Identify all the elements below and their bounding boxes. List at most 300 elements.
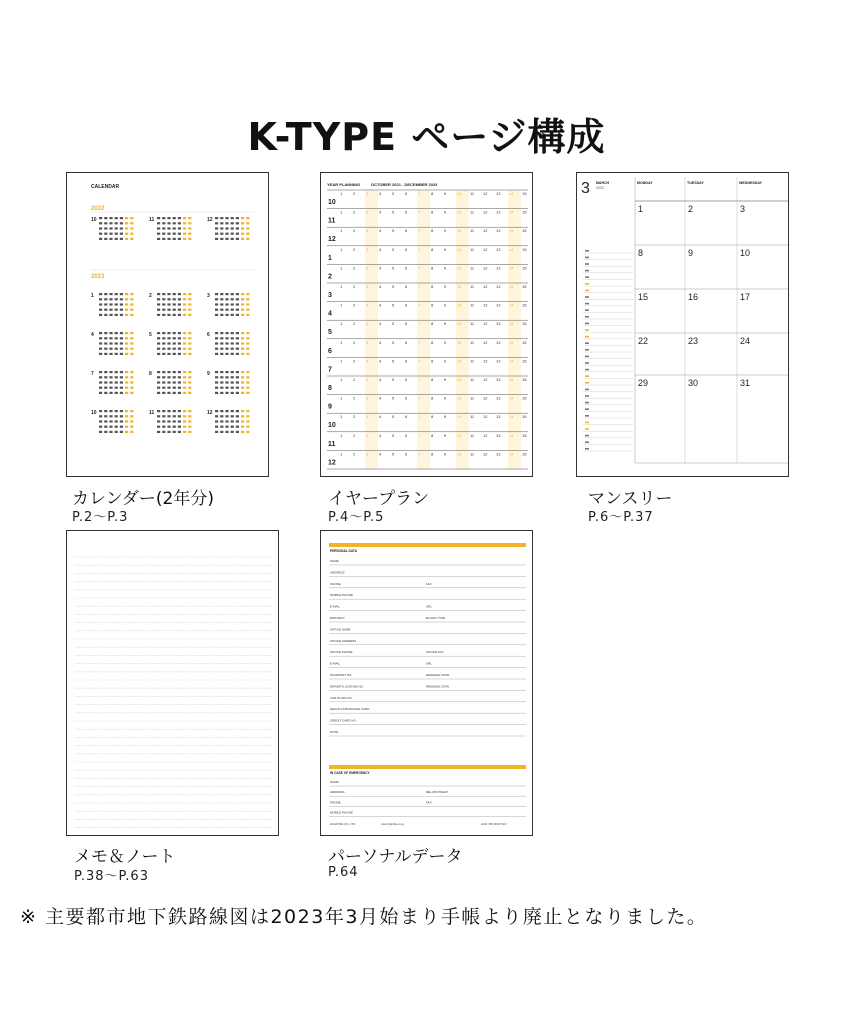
personal-field-label: PHONE xyxy=(330,581,341,586)
yearplan-day-number: 2 xyxy=(353,414,356,420)
yearplan-month-number: 6 xyxy=(328,347,332,355)
calendar-day-mark xyxy=(99,238,102,240)
daily-date-mark xyxy=(585,415,589,417)
emergency-field-label: MOBILE PHONE xyxy=(330,810,353,815)
yearplan-day-number: 5 xyxy=(392,432,395,438)
calendar-day-mark xyxy=(215,238,218,240)
daily-date-mark xyxy=(585,349,589,351)
yearplan-day-number: 7 xyxy=(418,432,421,438)
monthly-page-thumbnail xyxy=(576,172,789,477)
yearplan-day-number: 2 xyxy=(353,377,356,382)
calendar-day-mark xyxy=(188,426,191,428)
calendar-day-mark xyxy=(231,387,234,389)
calendar-day-mark xyxy=(183,387,186,389)
personal-field-label: E-MAIL xyxy=(330,604,341,609)
yearplan-day-number: 3 xyxy=(366,209,369,215)
calendar-day-mark xyxy=(120,342,123,344)
calendar-day-mark xyxy=(173,376,176,378)
calendar-day-mark xyxy=(225,222,228,224)
yearplan-day-number: 1 xyxy=(340,284,343,289)
calendar-month-number: 5 xyxy=(149,332,152,338)
calendar-day-mark xyxy=(178,371,181,373)
calendar-day-mark xyxy=(157,222,160,224)
calendar-day-mark xyxy=(109,337,112,339)
emergency-field-label: NAME xyxy=(330,780,339,784)
calendar-month-number: 11 xyxy=(149,410,155,416)
calendar-day-mark xyxy=(99,376,102,378)
yearplan-day-number: 11 xyxy=(470,358,475,364)
yearplan-day-number: 9 xyxy=(444,432,447,438)
calendar-day-mark xyxy=(125,309,128,311)
calendar-day-mark xyxy=(188,410,191,412)
calendar-day-mark xyxy=(183,233,186,235)
calendar-day-mark xyxy=(236,227,239,229)
calendar-day-mark xyxy=(178,420,181,422)
calendar-day-mark xyxy=(115,238,118,240)
calendar-day-mark xyxy=(231,309,234,311)
yearplan-day-number: 4 xyxy=(379,284,382,289)
calendar-day-mark xyxy=(130,353,133,355)
calendar-day-mark xyxy=(162,233,165,235)
calendar-day-mark xyxy=(173,431,176,433)
yearplan-day-number: 11 xyxy=(470,451,475,457)
yearplan-day-number: 4 xyxy=(379,377,382,382)
calendar-day-mark xyxy=(241,353,244,355)
yearplan-day-number: 11 xyxy=(470,321,475,327)
calendar-day-mark xyxy=(115,431,118,433)
calendar-day-mark xyxy=(115,217,118,219)
calendar-day-mark xyxy=(162,314,165,316)
calendar-day-mark xyxy=(231,420,234,422)
daily-date-mark xyxy=(585,428,589,430)
calendar-day-mark xyxy=(173,227,176,229)
daily-date-mark xyxy=(585,441,589,443)
calendar-day-mark xyxy=(215,342,218,344)
calendar-day-mark xyxy=(231,348,234,350)
calendar-day-mark xyxy=(178,217,181,219)
monthly-thumbnail-drawing xyxy=(577,173,789,477)
personal-footer-right: 2100 / B6 MONTHLY xyxy=(481,822,508,826)
yearplan-day-number: 3 xyxy=(366,321,369,327)
yearplan-month-number: 10 xyxy=(328,422,336,430)
yearplan-day-number: 12 xyxy=(483,414,488,420)
calendar-day-mark xyxy=(120,381,123,383)
calendar-day-mark xyxy=(241,431,244,433)
personal-footer-mid: www.hightide.co.jp xyxy=(381,822,405,826)
yearplan-day-number: 3 xyxy=(366,246,369,252)
calendar-day-mark xyxy=(173,298,176,300)
yearplan-day-number: 5 xyxy=(392,414,395,420)
yearplan-day-number: 15 xyxy=(522,432,527,438)
calendar-day-mark xyxy=(162,353,165,355)
calendar-day-mark xyxy=(115,337,118,339)
yearplan-day-number: 15 xyxy=(522,191,527,196)
monthly-date-number: 30 xyxy=(688,378,699,388)
calendar-day-mark xyxy=(220,298,223,300)
calendar-day-mark xyxy=(162,298,165,300)
daily-date-mark xyxy=(585,329,589,331)
yearplan-day-number: 3 xyxy=(366,191,369,196)
calendar-month-number: 12 xyxy=(207,217,213,223)
yearplan-day-number: 8 xyxy=(431,432,434,438)
yearplan-day-number: 9 xyxy=(444,191,447,196)
calendar-day-mark xyxy=(173,420,176,422)
calendar-day-mark xyxy=(236,332,239,334)
calendar-day-mark xyxy=(99,410,102,412)
calendar-year-2: 2023 xyxy=(91,274,105,280)
yearplan-day-number: 8 xyxy=(431,302,434,308)
calendar-day-mark xyxy=(246,387,249,389)
yearplan-day-number: 6 xyxy=(405,284,408,289)
calendar-day-mark xyxy=(162,332,165,334)
yearplan-day-number: 12 xyxy=(483,451,488,457)
yearplan-day-number: 5 xyxy=(392,302,395,308)
daily-date-mark xyxy=(585,316,589,318)
calendar-day-mark xyxy=(162,238,165,240)
calendar-day-mark xyxy=(109,222,112,224)
calendar-day-mark xyxy=(178,337,181,339)
calendar-caption: カレンダー(2年分) xyxy=(72,489,214,509)
calendar-day-mark xyxy=(120,420,123,422)
calendar-day-mark xyxy=(115,309,118,311)
calendar-day-mark xyxy=(183,332,186,334)
yearplan-day-number: 11 xyxy=(470,265,475,271)
personal-field-label: E-MAIL xyxy=(330,661,341,666)
yearplan-day-number: 1 xyxy=(340,377,343,382)
yearplan-month-number: 8 xyxy=(328,385,332,392)
calendar-day-mark xyxy=(115,314,118,316)
yearplan-day-number: 13 xyxy=(496,228,501,234)
yearplan-day-number: 2 xyxy=(353,358,356,364)
calendar-day-mark xyxy=(215,431,218,433)
calendar-day-mark xyxy=(157,410,160,412)
calendar-day-mark xyxy=(215,332,218,334)
calendar-day-mark xyxy=(225,309,228,311)
calendar-day-mark xyxy=(157,238,160,240)
calendar-day-mark xyxy=(231,293,234,295)
monthly-date-number: 31 xyxy=(740,378,751,388)
calendar-day-mark xyxy=(130,348,133,350)
calendar-day-mark xyxy=(178,238,181,240)
yearplan-day-number: 4 xyxy=(379,321,382,327)
calendar-day-mark xyxy=(130,337,133,339)
calendar-day-mark xyxy=(120,392,123,394)
calendar-day-mark xyxy=(241,420,244,422)
daily-date-mark xyxy=(585,250,589,252)
yearplan-day-number: 10 xyxy=(457,451,462,457)
calendar-day-mark xyxy=(167,376,170,378)
calendar-day-mark xyxy=(246,348,249,350)
calendar-day-mark xyxy=(130,314,133,316)
calendar-day-mark xyxy=(231,376,234,378)
calendar-day-mark xyxy=(173,309,176,311)
yearplan-day-number: 9 xyxy=(444,265,447,271)
yearplan-day-number: 10 xyxy=(457,246,462,252)
daily-date-mark xyxy=(585,389,589,391)
calendar-day-mark xyxy=(236,342,239,344)
daily-date-mark xyxy=(585,435,589,437)
yearplan-day-number: 3 xyxy=(366,451,369,457)
calendar-day-mark xyxy=(188,238,191,240)
yearplan-day-number: 15 xyxy=(522,284,527,289)
emergency-header-bar xyxy=(329,765,526,769)
daily-date-mark xyxy=(585,356,589,358)
calendar-day-mark xyxy=(246,293,249,295)
calendar-day-mark xyxy=(241,342,244,344)
calendar-day-mark xyxy=(183,293,186,295)
calendar-day-mark xyxy=(188,381,191,383)
daily-date-mark xyxy=(585,270,589,272)
calendar-day-mark xyxy=(225,410,228,412)
calendar-day-mark xyxy=(104,387,107,389)
calendar-day-mark xyxy=(130,298,133,300)
calendar-day-mark xyxy=(173,233,176,235)
calendar-day-mark xyxy=(167,217,170,219)
calendar-day-mark xyxy=(130,392,133,394)
calendar-day-mark xyxy=(99,392,102,394)
calendar-day-mark xyxy=(125,426,128,428)
calendar-day-mark xyxy=(220,387,223,389)
yearplan-day-number: 13 xyxy=(496,321,501,327)
yearplan-day-number: 8 xyxy=(431,339,434,345)
calendar-day-mark xyxy=(120,332,123,334)
yearplan-day-number: 4 xyxy=(379,414,382,420)
yearplan-day-number: 1 xyxy=(340,191,343,196)
yearplan-day-number: 1 xyxy=(340,358,343,364)
calendar-day-mark xyxy=(109,217,112,219)
calendar-day-mark xyxy=(188,227,191,229)
yearplan-day-number: 10 xyxy=(457,265,462,271)
calendar-day-mark xyxy=(115,381,118,383)
calendar-day-mark xyxy=(236,217,239,219)
calendar-day-mark xyxy=(115,371,118,373)
monthly-date-number: 29 xyxy=(638,378,649,388)
calendar-day-mark xyxy=(167,233,170,235)
calendar-day-mark xyxy=(241,314,244,316)
calendar-day-mark xyxy=(162,387,165,389)
calendar-day-mark xyxy=(246,376,249,378)
yearplan-day-number: 13 xyxy=(496,377,501,382)
yearplan-day-number: 7 xyxy=(418,321,421,327)
daily-date-mark xyxy=(585,369,589,371)
calendar-day-mark xyxy=(215,303,218,305)
calendar-day-mark xyxy=(130,309,133,311)
monthly-pages: P.6～P.37 xyxy=(588,510,654,525)
calendar-day-mark xyxy=(241,298,244,300)
calendar-day-mark xyxy=(120,426,123,428)
calendar-day-mark xyxy=(220,293,223,295)
calendar-day-mark xyxy=(178,410,181,412)
yearplan-day-number: 5 xyxy=(392,284,395,289)
calendar-day-mark xyxy=(236,293,239,295)
yearplan-day-number: 2 xyxy=(353,339,356,345)
calendar-day-mark xyxy=(225,376,228,378)
calendar-day-mark xyxy=(241,293,244,295)
yearplan-day-number: 12 xyxy=(483,432,488,438)
calendar-day-mark xyxy=(125,233,128,235)
calendar-day-mark xyxy=(99,371,102,373)
calendar-day-mark xyxy=(188,371,191,373)
yearplan-month-number: 12 xyxy=(328,459,336,467)
yearplan-day-number: 12 xyxy=(483,321,488,327)
calendar-day-mark xyxy=(104,342,107,344)
calendar-day-mark xyxy=(99,426,102,428)
yearplan-day-number: 10 xyxy=(457,339,462,345)
yearplan-day-number: 13 xyxy=(496,209,501,215)
calendar-day-mark xyxy=(130,293,133,295)
calendar-day-mark xyxy=(162,348,165,350)
calendar-month-number: 1 xyxy=(91,293,94,299)
personal-field-label: OFFICE ADDRESS xyxy=(330,638,357,643)
calendar-day-mark xyxy=(109,371,112,373)
yearplan-day-number: 4 xyxy=(379,302,382,308)
calendar-day-mark xyxy=(115,353,118,355)
calendar-day-mark xyxy=(157,381,160,383)
calendar-day-mark xyxy=(120,371,123,373)
yearplan-day-number: 7 xyxy=(418,302,421,308)
calendar-day-mark xyxy=(130,420,133,422)
calendar-day-mark xyxy=(109,353,112,355)
calendar-day-mark xyxy=(220,309,223,311)
calendar-day-mark xyxy=(183,381,186,383)
yearplan-day-number: 9 xyxy=(444,377,447,382)
calendar-day-mark xyxy=(99,309,102,311)
calendar-day-mark xyxy=(220,426,223,428)
monthly-date-number: 23 xyxy=(688,336,699,346)
yearplan-day-number: 5 xyxy=(392,377,395,382)
yearplan-day-number: 6 xyxy=(405,228,408,234)
calendar-day-mark xyxy=(109,314,112,316)
yearplan-day-number: 9 xyxy=(444,414,447,420)
calendar-day-mark xyxy=(167,353,170,355)
calendar-day-mark xyxy=(225,392,228,394)
yearplan-day-number: 8 xyxy=(431,395,434,401)
yearplan-day-number: 13 xyxy=(496,432,501,438)
calendar-day-mark xyxy=(231,332,234,334)
calendar-day-mark xyxy=(241,337,244,339)
calendar-day-mark xyxy=(236,381,239,383)
calendar-day-mark xyxy=(225,348,228,350)
calendar-day-mark xyxy=(225,217,228,219)
personal-field-label: MOBILE PHONE xyxy=(330,593,353,598)
calendar-day-mark xyxy=(183,376,186,378)
calendar-day-mark xyxy=(178,392,181,394)
calendar-day-mark xyxy=(241,371,244,373)
calendar-day-mark xyxy=(225,332,228,334)
calendar-day-mark xyxy=(183,392,186,394)
calendar-day-mark xyxy=(183,410,186,412)
daily-date-mark xyxy=(585,395,589,397)
calendar-day-mark xyxy=(125,348,128,350)
yearplan-day-number: 3 xyxy=(366,377,369,382)
monthly-date-number: 1 xyxy=(638,204,644,214)
calendar-day-mark xyxy=(115,222,118,224)
memo-thumbnail-drawing xyxy=(67,531,279,836)
calendar-day-mark xyxy=(173,314,176,316)
calendar-day-mark xyxy=(130,222,133,224)
yearplan-day-number: 8 xyxy=(431,284,434,289)
discontinued-note: ※ 主要都市地下鉄路線図は2023年3月始まり手帳より廃止となりました。 xyxy=(20,906,708,928)
calendar-day-mark xyxy=(167,238,170,240)
calendar-day-mark xyxy=(236,233,239,235)
calendar-day-mark xyxy=(173,353,176,355)
calendar-day-mark xyxy=(178,222,181,224)
calendar-day-mark xyxy=(104,217,107,219)
yearplan-day-number: 14 xyxy=(509,284,514,289)
calendar-day-mark xyxy=(157,342,160,344)
emergency-side-label: FAX xyxy=(426,800,432,805)
yearplan-day-number: 3 xyxy=(366,358,369,364)
calendar-day-mark xyxy=(225,298,228,300)
calendar-day-mark xyxy=(225,415,228,417)
yearplan-day-number: 8 xyxy=(431,246,434,252)
yearplan-day-number: 14 xyxy=(509,339,514,345)
calendar-day-mark xyxy=(215,381,218,383)
calendar-day-mark xyxy=(236,353,239,355)
yearplan-month-number: 3 xyxy=(328,292,332,299)
calendar-day-mark xyxy=(231,353,234,355)
calendar-day-mark xyxy=(115,348,118,350)
yearplan-day-number: 1 xyxy=(340,321,343,327)
calendar-day-mark xyxy=(241,238,244,240)
calendar-day-mark xyxy=(109,426,112,428)
calendar-day-mark xyxy=(173,332,176,334)
calendar-day-mark xyxy=(109,415,112,417)
calendar-day-mark xyxy=(125,298,128,300)
yearplan-day-number: 5 xyxy=(392,265,395,271)
calendar-day-mark xyxy=(104,426,107,428)
calendar-day-mark xyxy=(188,332,191,334)
calendar-day-mark xyxy=(231,415,234,417)
calendar-day-mark xyxy=(183,431,186,433)
calendar-day-mark xyxy=(246,415,249,417)
calendar-day-mark xyxy=(178,376,181,378)
yearplan-day-number: 5 xyxy=(392,451,395,457)
calendar-day-mark xyxy=(231,298,234,300)
personal-caption: パーソナルデータ xyxy=(328,847,463,867)
calendar-day-mark xyxy=(167,381,170,383)
calendar-day-mark xyxy=(125,353,128,355)
calendar-day-mark xyxy=(162,410,165,412)
yearplan-day-number: 7 xyxy=(418,246,421,252)
calendar-day-mark xyxy=(99,222,102,224)
calendar-page-thumbnail xyxy=(66,172,269,477)
personal-side-label: BLOOD TYPE xyxy=(426,616,446,620)
calendar-day-mark xyxy=(215,227,218,229)
yearplan-day-number: 6 xyxy=(405,321,408,327)
calendar-day-mark xyxy=(188,348,191,350)
calendar-day-mark xyxy=(231,303,234,305)
calendar-day-mark xyxy=(220,371,223,373)
calendar-day-mark xyxy=(109,387,112,389)
yearplan-day-number: 6 xyxy=(405,414,408,420)
calendar-day-mark xyxy=(236,303,239,305)
calendar-day-mark xyxy=(183,348,186,350)
calendar-day-mark xyxy=(220,342,223,344)
yearplan-day-number: 7 xyxy=(418,209,421,215)
yearplan-day-number: 3 xyxy=(366,228,369,234)
calendar-day-mark xyxy=(162,222,165,224)
yearplan-month-number: 1 xyxy=(328,254,332,262)
yearplan-day-number: 10 xyxy=(457,302,462,308)
calendar-day-mark xyxy=(167,371,170,373)
yearplan-day-number: 12 xyxy=(483,358,488,364)
yearplan-day-number: 2 xyxy=(353,432,356,438)
calendar-day-mark xyxy=(99,337,102,339)
calendar-day-mark xyxy=(183,298,186,300)
calendar-year-1: 2022 xyxy=(91,206,105,212)
calendar-day-mark xyxy=(178,309,181,311)
